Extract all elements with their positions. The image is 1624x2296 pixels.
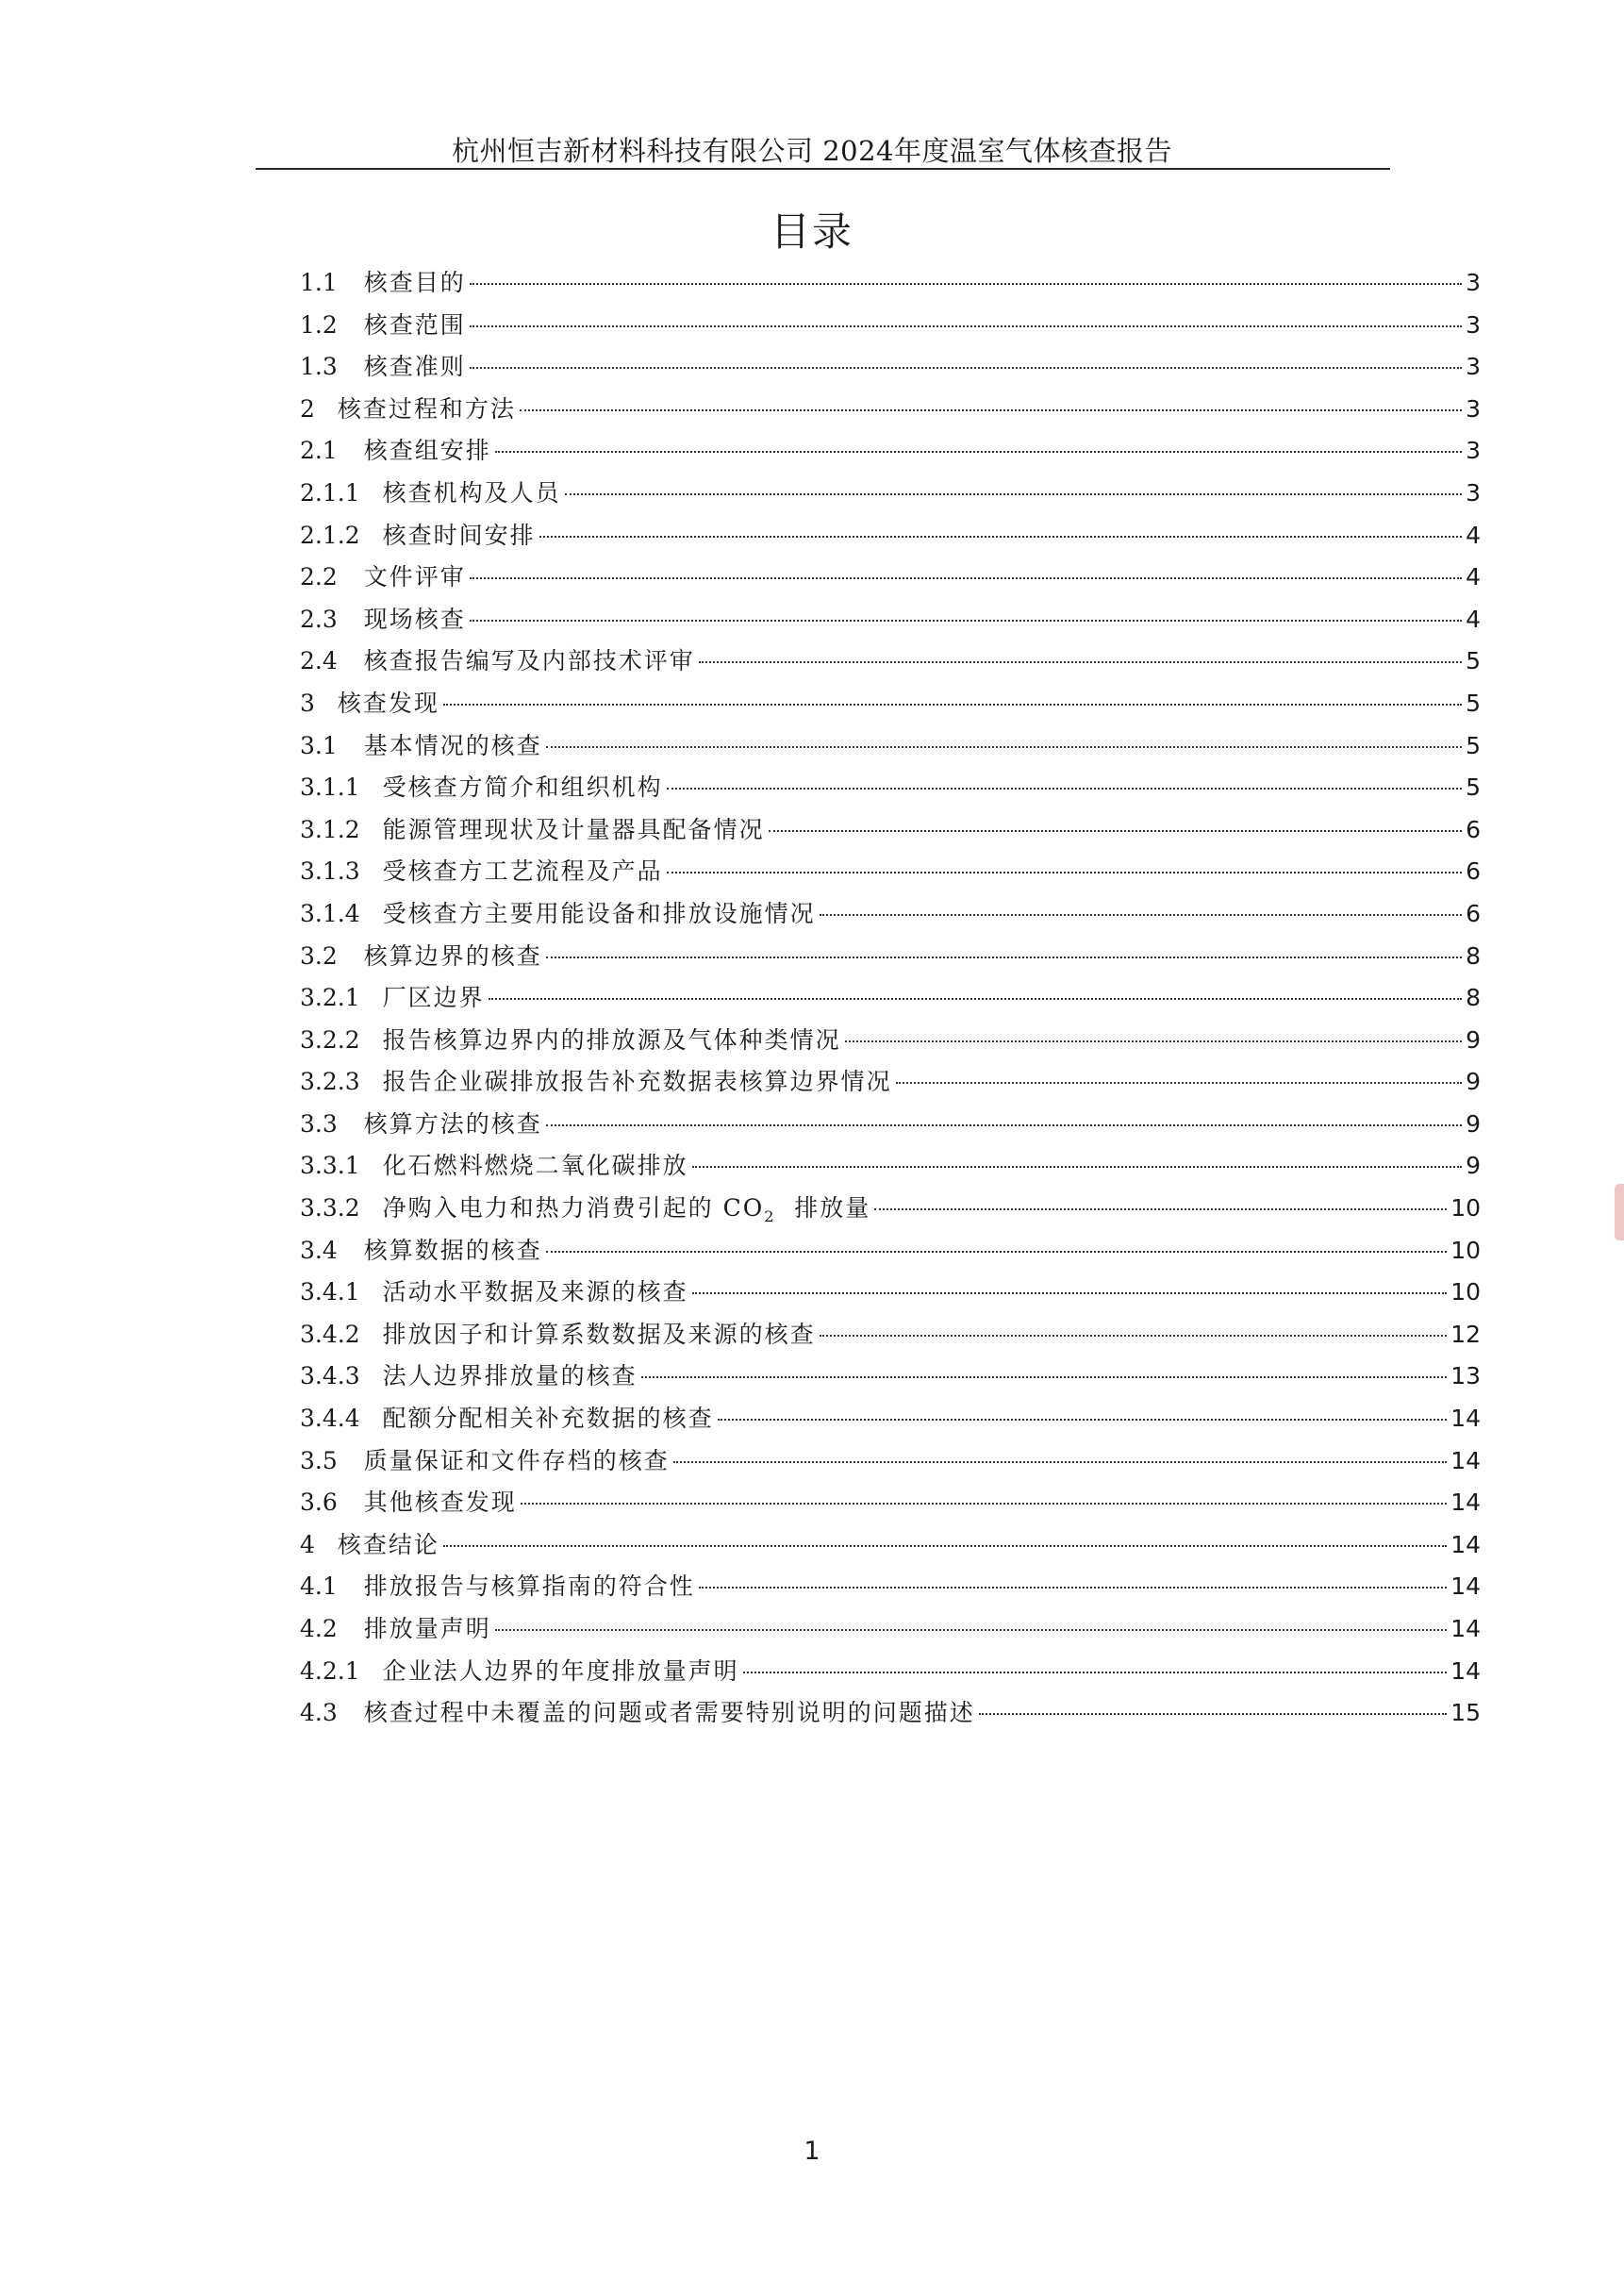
toc-entry[interactable] xyxy=(300,641,1481,683)
toc-dot-leader xyxy=(699,661,1462,663)
toc-entry-page: 3 xyxy=(1466,394,1481,423)
toc-entry-number: 3.2.2 xyxy=(300,1025,360,1054)
toc-entry-page: 14 xyxy=(1450,1405,1481,1433)
toc-entry-title: 受核查方主要用能设备和排放设施情况 xyxy=(382,899,816,927)
toc-entry-page: 8 xyxy=(1466,941,1481,970)
toc-entry[interactable] xyxy=(300,1061,1481,1104)
toc-entry-number: 4 xyxy=(300,1530,315,1558)
toc-entry-page: 9 xyxy=(1466,1152,1481,1180)
toc-entry[interactable] xyxy=(300,1651,1481,1693)
toc-entry-page: 6 xyxy=(1466,857,1481,886)
toc-entry[interactable] xyxy=(300,346,1481,389)
toc-dot-leader xyxy=(443,1545,1447,1547)
toc-entry-number: 3.1.4 xyxy=(300,899,360,927)
toc-dot-leader xyxy=(539,536,1462,538)
toc-entry-number: 3.4.1 xyxy=(300,1278,360,1306)
toc-entry[interactable] xyxy=(300,1356,1481,1398)
toc-entry[interactable] xyxy=(300,515,1481,557)
toc-entry-title: 核查报告编写及内部技术评审 xyxy=(363,647,695,675)
toc-entry-title: 排放报告与核算指南的符合性 xyxy=(363,1572,695,1601)
toc-entry[interactable] xyxy=(300,1608,1481,1651)
toc-entry-page: 4 xyxy=(1466,521,1481,549)
toc-entry-number: 4.2.1 xyxy=(300,1656,360,1685)
toc-entry[interactable] xyxy=(300,1566,1481,1608)
report-header: 杭州恒吉新材料科技有限公司 2024年度温室气体核查报告 xyxy=(451,135,1173,167)
toc-entry[interactable] xyxy=(300,305,1481,347)
toc-entry-title: 基本情况的核查 xyxy=(363,731,542,759)
toc-entry-page: 9 xyxy=(1466,1025,1481,1054)
toc-entry-number: 3.3.1 xyxy=(300,1152,360,1180)
toc-entry-page: 10 xyxy=(1450,1194,1481,1223)
toc-dot-leader xyxy=(546,1251,1447,1253)
toc-entry-title: 厂区边界 xyxy=(382,984,485,1012)
toc-entry-title: 报告企业碳排放报告补充数据表核算边界情况 xyxy=(382,1068,892,1096)
toc-entry-page: 4 xyxy=(1466,605,1481,633)
toc-dot-leader xyxy=(546,1124,1462,1126)
toc-entry-number: 3.1.1 xyxy=(300,774,360,802)
toc-entry-page: 9 xyxy=(1466,1109,1481,1138)
toc-entry-title: 核查范围 xyxy=(363,310,466,339)
toc-entry-number: 3.2 xyxy=(300,941,338,970)
toc-dot-leader xyxy=(718,1419,1448,1421)
toc-entry[interactable] xyxy=(300,1104,1481,1146)
toc-entry-number: 3.3.2 xyxy=(300,1194,360,1223)
toc-entry-title-part: 排放量 xyxy=(775,1194,871,1223)
toc-entry-title xyxy=(383,1188,871,1230)
toc-entry-page: 5 xyxy=(1466,774,1481,802)
toc-entry[interactable] xyxy=(300,1188,1481,1230)
toc-entry[interactable] xyxy=(300,1524,1481,1567)
toc-entry-number: 2.1.2 xyxy=(300,521,360,549)
toc-dot-leader xyxy=(769,830,1462,832)
toc-entry-number: 3.1 xyxy=(300,731,338,759)
toc-entry-number: 3 xyxy=(300,689,315,717)
toc-entry-title: 核查时间安排 xyxy=(382,521,536,549)
toc-entry-number: 2.4 xyxy=(300,647,338,675)
toc-dot-leader xyxy=(470,620,1462,622)
toc-entry-number: 2.1 xyxy=(300,437,338,465)
toc-entry-number: 3.1.2 xyxy=(300,815,360,843)
toc-entry-number: 1.1 xyxy=(300,269,338,296)
toc-entry-page: 13 xyxy=(1450,1362,1481,1390)
toc-entry-page: 12 xyxy=(1450,1320,1481,1348)
toc-entry-number: 1.2 xyxy=(300,310,338,339)
toc-entry-title: 核查准则 xyxy=(363,353,466,381)
toc-dot-leader xyxy=(667,872,1462,873)
toc-entry[interactable] xyxy=(300,1020,1481,1062)
toc-entry-title: 企业法人边界的年度排放量声明 xyxy=(382,1656,739,1685)
toc-entry-number: 2 xyxy=(300,394,315,423)
toc-title: 目录 xyxy=(770,208,853,255)
toc-entry-title: 文件评审 xyxy=(363,563,466,591)
toc-entry-number: 3.6 xyxy=(300,1489,338,1517)
toc-entry-number: 3.4.2 xyxy=(300,1320,360,1348)
toc-entry-page: 9 xyxy=(1466,1068,1481,1096)
toc-entry-title: 排放量声明 xyxy=(363,1615,491,1642)
toc-entry-number: 3.5 xyxy=(300,1446,338,1474)
toc-dot-leader xyxy=(699,1587,1447,1589)
toc-dot-leader xyxy=(521,1503,1447,1505)
toc-entry-page: 3 xyxy=(1466,353,1481,381)
toc-entry-page: 3 xyxy=(1466,310,1481,339)
toc-entry-title: 核查过程中未覆盖的问题或者需要特别说明的问题描述 xyxy=(363,1699,975,1727)
toc-entry-number: 3.1.3 xyxy=(300,857,360,886)
toc-dot-leader xyxy=(979,1713,1447,1715)
toc-entry-page: 6 xyxy=(1466,815,1481,843)
toc-entry[interactable] xyxy=(300,1230,1481,1273)
toc-entry-title: 排放因子和计算系数数据及来源的核查 xyxy=(382,1320,816,1348)
toc-entry-page: 3 xyxy=(1466,269,1481,296)
toc-dot-leader xyxy=(692,1166,1462,1168)
toc-entry-page: 5 xyxy=(1466,647,1481,675)
toc-entry-number: 3.2.1 xyxy=(300,984,360,1012)
toc-entry-page: 8 xyxy=(1466,984,1481,1012)
toc-dot-leader xyxy=(495,1629,1447,1631)
toc-entry[interactable] xyxy=(300,1314,1481,1356)
toc-entry-title: 核查结论 xyxy=(337,1530,439,1558)
toc-entry-number: 3.2.3 xyxy=(300,1068,360,1096)
toc-entry[interactable] xyxy=(300,1440,1481,1483)
toc-dot-leader xyxy=(896,1082,1462,1084)
toc-entry-title: 受核查方简介和组织机构 xyxy=(382,774,663,802)
toc-entry-page: 10 xyxy=(1450,1278,1481,1306)
toc-entry[interactable] xyxy=(300,809,1481,852)
toc-entry-title: 核查发现 xyxy=(337,689,439,717)
toc-entry-title: 核查机构及人员 xyxy=(382,478,561,507)
toc-entry[interactable] xyxy=(300,936,1481,978)
toc-dot-leader xyxy=(820,1335,1448,1337)
toc-entry-page: 3 xyxy=(1466,437,1481,465)
toc-dot-leader xyxy=(667,788,1462,790)
toc-entry[interactable] xyxy=(300,1398,1481,1440)
toc-dot-leader xyxy=(470,577,1462,579)
toc-dot-leader xyxy=(743,1672,1448,1673)
toc-entry[interactable] xyxy=(300,893,1481,936)
toc-entry-title: 核查目的 xyxy=(363,269,466,296)
toc-entry-number: 3.4 xyxy=(300,1236,338,1264)
toc-entry-page: 15 xyxy=(1450,1699,1481,1727)
toc-entry-page: 5 xyxy=(1466,731,1481,759)
toc-entry-title: 受核查方工艺流程及产品 xyxy=(382,857,663,886)
toc-entry[interactable] xyxy=(300,683,1481,725)
toc-entry-title: 化石燃料燃烧二氧化碳排放 xyxy=(382,1152,688,1180)
toc-entry-title: 能源管理现状及计量器具配备情况 xyxy=(382,815,765,843)
toc-entry-title-subscript: 2 xyxy=(764,1207,776,1226)
toc-entry[interactable] xyxy=(300,599,1481,641)
toc-entry-number: 1.3 xyxy=(300,353,338,381)
toc-dot-leader xyxy=(520,409,1462,411)
toc-dot-leader xyxy=(641,1376,1448,1378)
toc-entry-title: 其他核查发现 xyxy=(363,1489,517,1517)
toc-entry-page: 5 xyxy=(1466,689,1481,717)
toc-entry-page: 6 xyxy=(1466,899,1481,927)
toc-entry-number: 2.3 xyxy=(300,605,338,633)
toc-entry-number: 3.3 xyxy=(300,1109,338,1138)
toc-entry-number: 3.4.4 xyxy=(300,1405,360,1433)
toc-dot-leader xyxy=(489,998,1462,1000)
toc-dot-leader xyxy=(673,1461,1447,1463)
toc-entry-page: 3 xyxy=(1466,478,1481,507)
toc-dot-leader xyxy=(470,283,1462,285)
toc-dot-leader xyxy=(546,746,1462,748)
toc-entry-number: 4.1 xyxy=(300,1572,338,1601)
toc-entry-title: 报告核算边界内的排放源及气体种类情况 xyxy=(382,1025,841,1054)
toc-entry[interactable] xyxy=(300,1692,1481,1735)
toc-entry-page: 14 xyxy=(1450,1572,1481,1601)
toc-entry[interactable] xyxy=(300,1272,1481,1314)
toc-entry-title: 核算边界的核查 xyxy=(363,941,542,970)
toc-entry-page: 14 xyxy=(1450,1615,1481,1642)
toc-entry[interactable] xyxy=(300,1482,1481,1524)
toc-dot-leader xyxy=(470,325,1462,327)
toc-entry-title-part: 净购入电力和热力消费引起的 CO xyxy=(382,1194,765,1223)
toc-entry-number: 2.2 xyxy=(300,563,338,591)
toc-dot-leader xyxy=(546,957,1462,958)
toc-entry[interactable] xyxy=(300,430,1481,473)
toc-entry-title: 核算数据的核查 xyxy=(363,1236,542,1264)
toc-entry-number: 2.1.1 xyxy=(300,478,360,507)
toc-entry-page: 14 xyxy=(1450,1656,1481,1685)
scan-edge-mark xyxy=(1615,1184,1624,1240)
toc-entry-page: 14 xyxy=(1450,1446,1481,1474)
toc-entry[interactable] xyxy=(300,1145,1481,1188)
page-number: 1 xyxy=(804,2137,820,2166)
toc-entry-title: 质量保证和文件存档的核查 xyxy=(363,1446,670,1474)
toc-entry-title: 核算方法的核查 xyxy=(363,1109,542,1138)
toc-entry-title: 核查组安排 xyxy=(363,437,491,465)
toc-dot-leader xyxy=(470,367,1462,369)
toc-entry[interactable] xyxy=(300,851,1481,893)
toc-entry[interactable] xyxy=(300,767,1481,809)
toc-dot-leader xyxy=(443,704,1462,706)
toc-entry-page: 14 xyxy=(1450,1489,1481,1517)
toc-entry-title: 活动水平数据及来源的核查 xyxy=(382,1278,688,1306)
toc-entry[interactable] xyxy=(300,262,1481,305)
toc-entry[interactable] xyxy=(300,725,1481,768)
toc-entry-title: 法人边界排放量的核查 xyxy=(382,1362,638,1390)
toc-entry[interactable] xyxy=(300,473,1481,515)
toc-entry-title: 配额分配相关补充数据的核查 xyxy=(382,1405,714,1433)
header-divider xyxy=(256,168,1390,170)
toc-dot-leader xyxy=(874,1208,1447,1210)
toc-dot-leader xyxy=(495,451,1462,453)
toc-dot-leader xyxy=(820,914,1462,916)
toc-entry[interactable] xyxy=(300,977,1481,1020)
toc-entry-page: 4 xyxy=(1466,563,1481,591)
toc-entry-number: 3.4.3 xyxy=(300,1362,360,1390)
toc-entry[interactable] xyxy=(300,389,1481,431)
toc-dot-leader xyxy=(845,1040,1462,1042)
toc-entry[interactable] xyxy=(300,557,1481,599)
toc-entry-page: 14 xyxy=(1450,1530,1481,1558)
toc-entry-page: 10 xyxy=(1450,1236,1481,1264)
toc-entry-number: 4.3 xyxy=(300,1699,338,1727)
toc-entry-number: 4.2 xyxy=(300,1615,338,1642)
toc-dot-leader xyxy=(692,1292,1448,1294)
toc-entry-title: 核查过程和方法 xyxy=(337,394,516,423)
toc-dot-leader xyxy=(565,493,1462,495)
toc-entry-title: 现场核查 xyxy=(363,605,466,633)
table-of-contents xyxy=(300,262,1481,1735)
